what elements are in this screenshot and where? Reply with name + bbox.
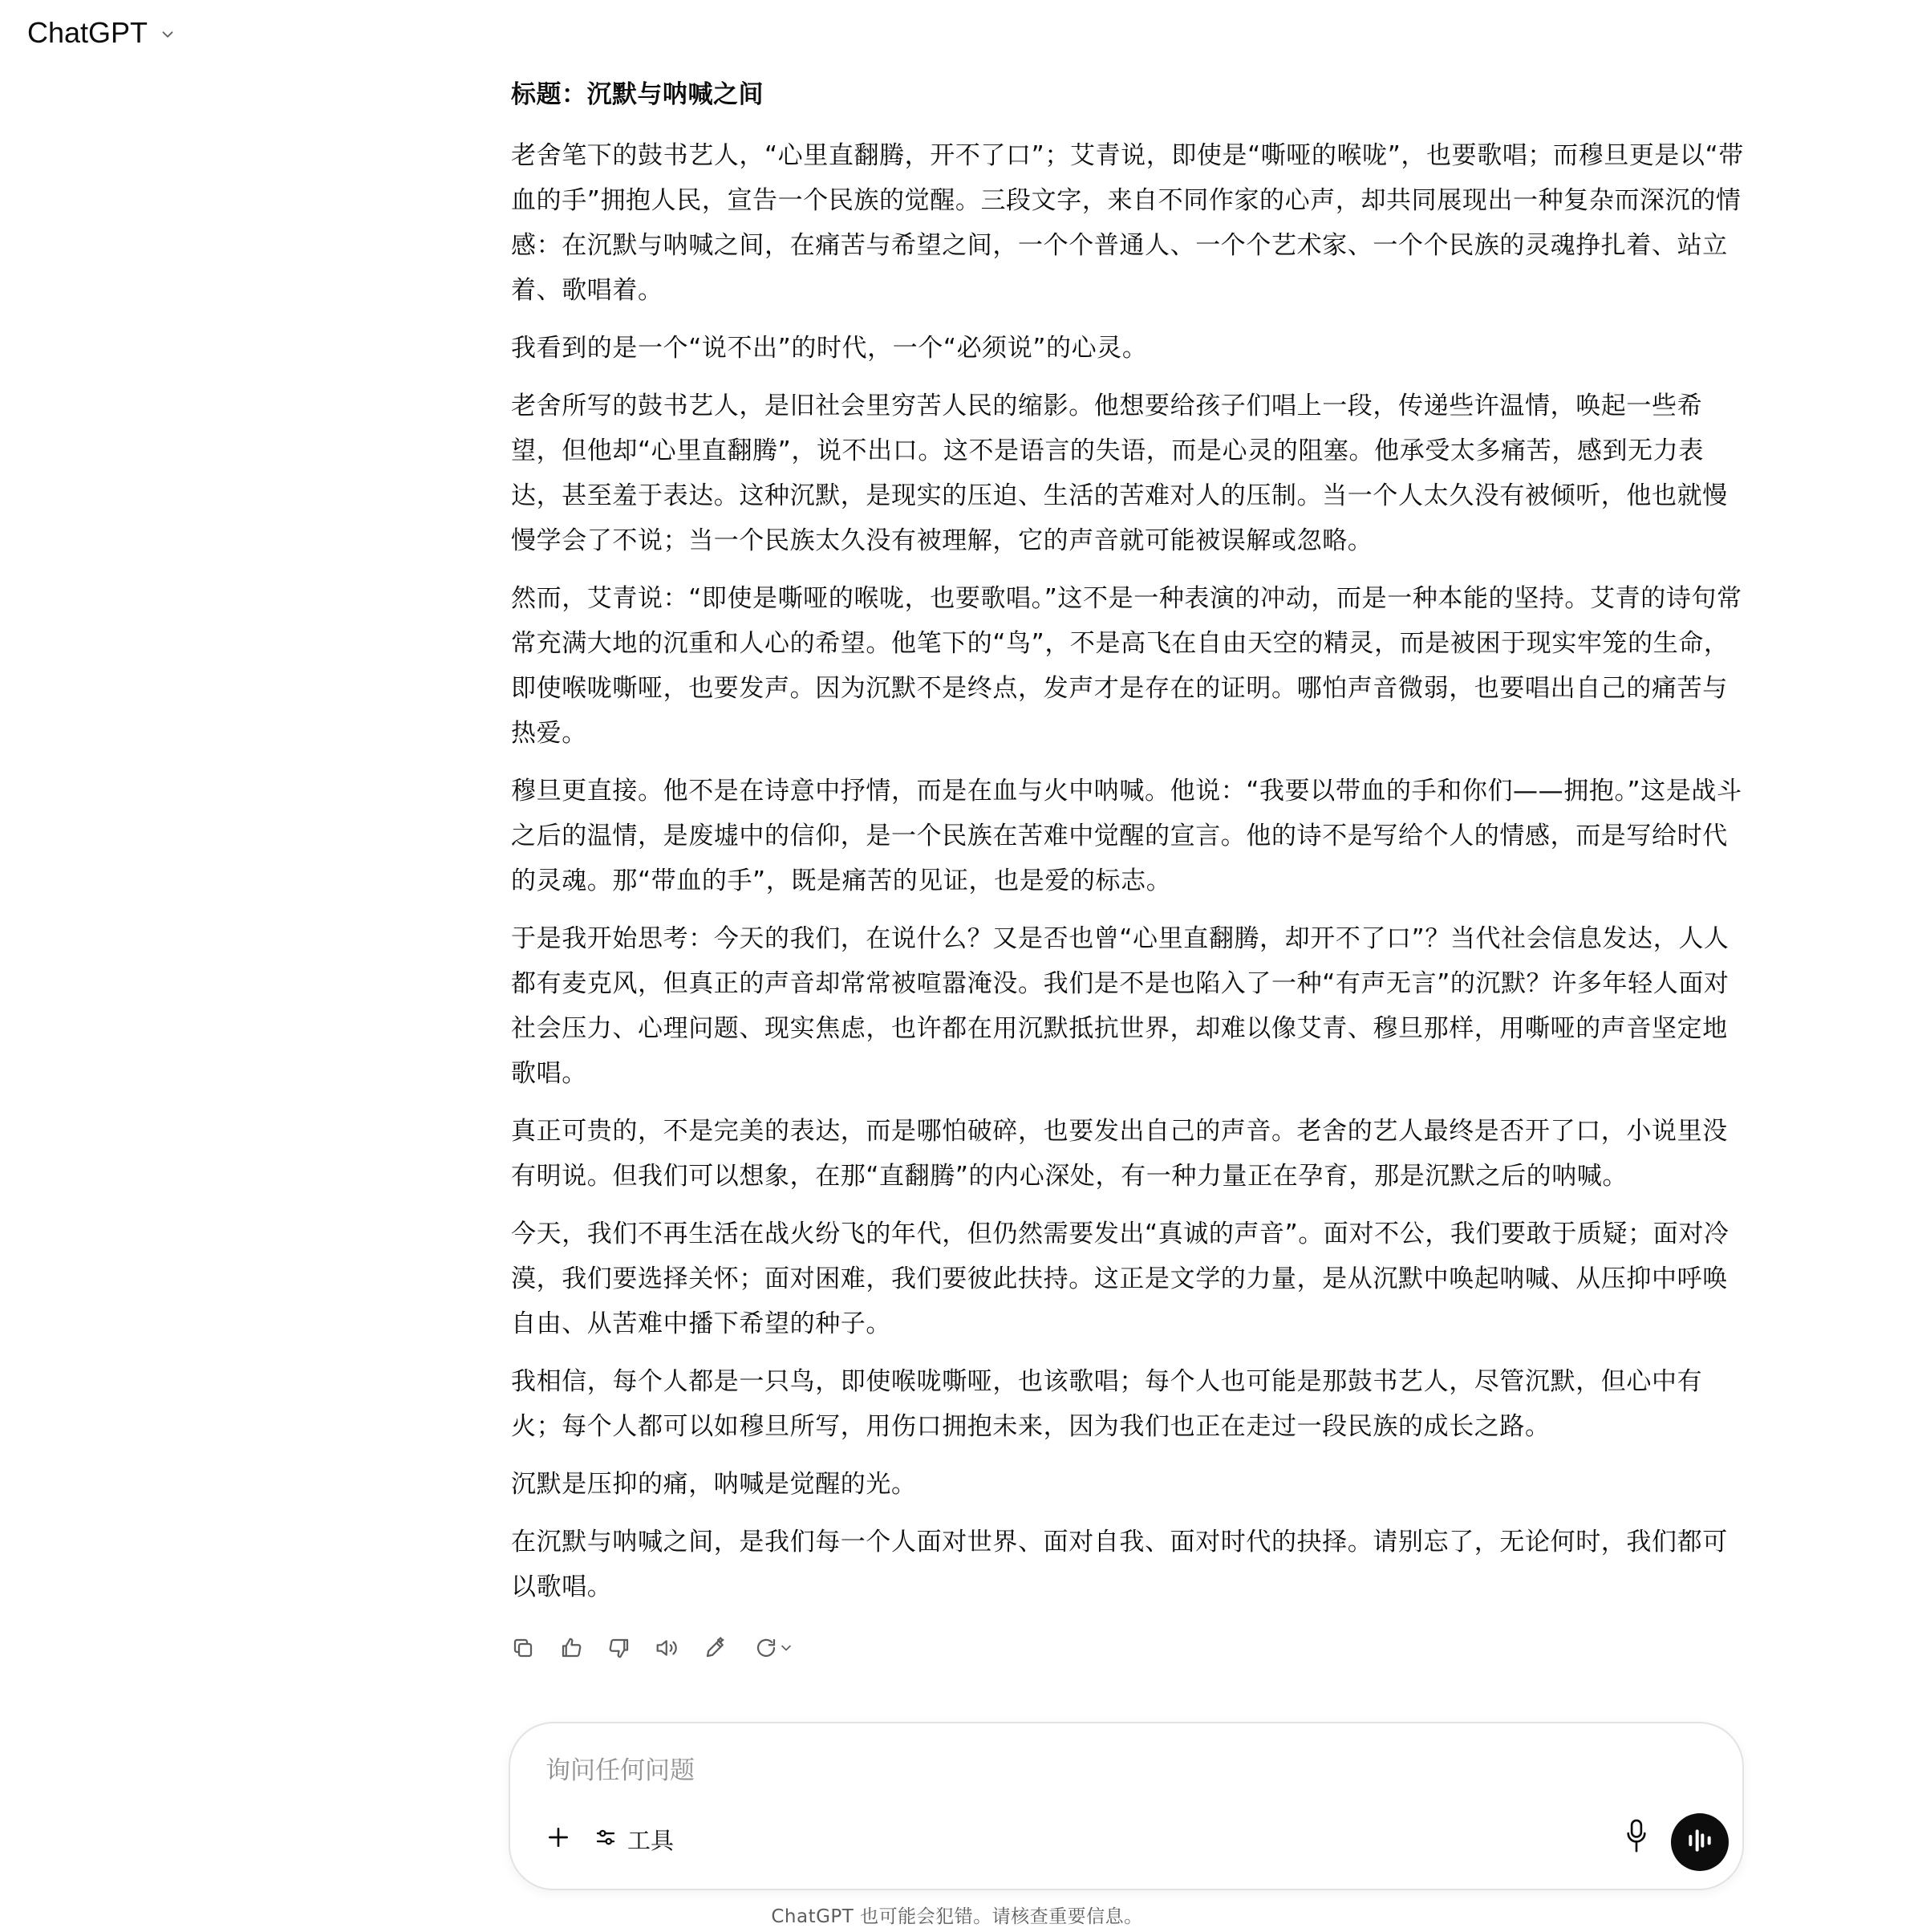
chevron-down-icon [778,1640,794,1659]
message-paragraph: 真正可贵的，不是完美的表达，而是哪怕破碎，也要发出自己的声音。老舍的艺人最终是否开了口，小说里没有明说。但我们可以想象，在那“直翻腾”的内心深处，有一种力量正在孕育，那是沉默之后的呐喊。 [511,1117,1728,1191]
message-actions [505,1632,802,1667]
prompt-input[interactable] [544,1747,1510,1794]
message-paragraph: 我看到的是一个“说不出”的时代，一个“必须说”的心灵。 [511,334,1148,363]
tools-sliders-icon [594,1825,618,1853]
good-response-button[interactable] [554,1632,589,1667]
regenerate-button[interactable] [746,1632,802,1667]
message-paragraph: 于是我开始思考：今天的我们，在说什么？又是否也曾“心里直翻腾，却开不了口”？当代社会信息发达，人人都有麦克风，但真正的声音却常常被喧嚣淹没。我们是不是也陷入了一种“有声无言”的沉默？许多年轻人面对社会压力、心理问题、现实焦虑，也许都在用沉默抵抗世界，却难以像艾青、穆旦那样，用嘶哑的声音坚定地歌唱。 [511,924,1729,1088]
tools-label: 工具 [627,1826,675,1854]
voice-mode-button[interactable] [1671,1813,1729,1871]
assistant-message [511,72,1746,1622]
message-paragraph: 在沉默与呐喊之间，是我们每一个人面对世界、面对自我、面对时代的抉择。请别忘了，无论何时，我们都可以歌唱。 [511,1528,1728,1601]
edit-pen-icon [704,1636,728,1663]
model-switcher[interactable] [27,11,180,55]
message-paragraph: 我相信，每个人都是一只鸟，即使喉咙嘶哑，也该歌唱；每个人也可能是那鼓书艺人，尽管沉默，但心中有火；每个人都可以如穆旦所写，用伤口拥抱未来，因为我们也正在走过一段民族的成长之路。 [511,1367,1703,1441]
speaker-icon [655,1636,680,1663]
edit-canvas-button[interactable] [698,1632,733,1667]
plus-icon [545,1824,571,1853]
message-paragraph: 沉默是压抑的痛，呐喊是觉醒的光。 [511,1470,917,1499]
add-attachment-button[interactable] [537,1818,579,1860]
thumbs-up-icon [559,1636,583,1663]
message-paragraph: 老舍笔下的鼓书艺人，“心里直翻腾，开不了口”；艾青说，即使是“嘶哑的喉咙”，也要歌唱；而穆旦更是以“带血的手”拥抱人民，宣告一个民族的觉醒。三段文字，来自不同作家的心声，却共同展现出一种复杂而深沉的情感：在沉默与呐喊之间，在痛苦与希望之间，一个个普通人、一个个艺术家、一个个民族的灵魂挣扎着、站立着、歌唱着。 [511,141,1744,305]
regenerate-icon [754,1636,778,1663]
message-title: 标题：沉默与呐喊之间 [511,80,764,109]
tools-button[interactable] [594,1818,674,1860]
composer [509,1722,1744,1890]
read-aloud-button[interactable] [650,1632,685,1667]
message-paragraph: 今天，我们不再生活在战火纷飞的年代，但仍然需要发出“真诚的声音”。面对不公，我们要敢于质疑；面对冷漠，我们要选择关怀；面对困难，我们要彼此扶持。这正是文学的力量，是从沉默中唤起呐喊、从压抑中呼唤自由、从苦难中播下希望的种子。 [511,1220,1729,1338]
microphone-icon [1624,1818,1648,1857]
app-title: ChatGPT [27,16,148,49]
disclaimer-text: ChatGPT 也可能会犯错。请核查重要信息。 [771,1906,1143,1927]
chevron-down-icon [156,22,180,47]
message-paragraph: 然而，艾青说：“即使是嘶哑的喉咙，也要歌唱。”这不是一种表演的冲动，而是一种本能的坚持。艾青的诗句常常充满大地的沉重和人心的希望。他笔下的“鸟”，不是高飞在自由天空的精灵，而是被困于现实牢笼的生命，即使喉咙嘶哑，也要发声。因为沉默不是终点，发声才是存在的证明。哪怕声音微弱，也要唱出自己的痛苦与热爱。 [511,584,1742,748]
copy-button[interactable] [505,1632,541,1667]
bad-response-button[interactable] [602,1632,637,1667]
dictate-button[interactable] [1614,1813,1659,1861]
message-paragraph: 穆旦更直接。他不是在诗意中抒情，而是在血与火中呐喊。他说：“我要以带血的手和你们——拥抱。”这是战斗之后的温情，是废墟中的信仰，是一个民族在苦难中觉醒的宣言。他的诗不是写给个人的情感，而是写给时代的灵魂。那“带血的手”，既是痛苦的见证，也是爱的标志。 [511,777,1742,895]
message-paragraph: 老舍所写的鼓书艺人，是旧社会里穷苦人民的缩影。他想要给孩子们唱上一段，传递些许温情，唤起一些希望，但他却“心里直翻腾”，说不出口。这不是语言的失语，而是心灵的阻塞。他承受太多痛苦，感到无力表达，甚至羞于表达。这种沉默，是现实的压迫、生活的苦难对人的压制。当一个人太久没有被倾听，他也就慢慢学会了不说；当一个民族太久没有被理解，它的声音就可能被误解或忽略。 [511,392,1728,555]
thumbs-down-icon [607,1636,631,1663]
copy-icon [511,1636,535,1663]
voice-waveform-icon [1684,1824,1716,1860]
